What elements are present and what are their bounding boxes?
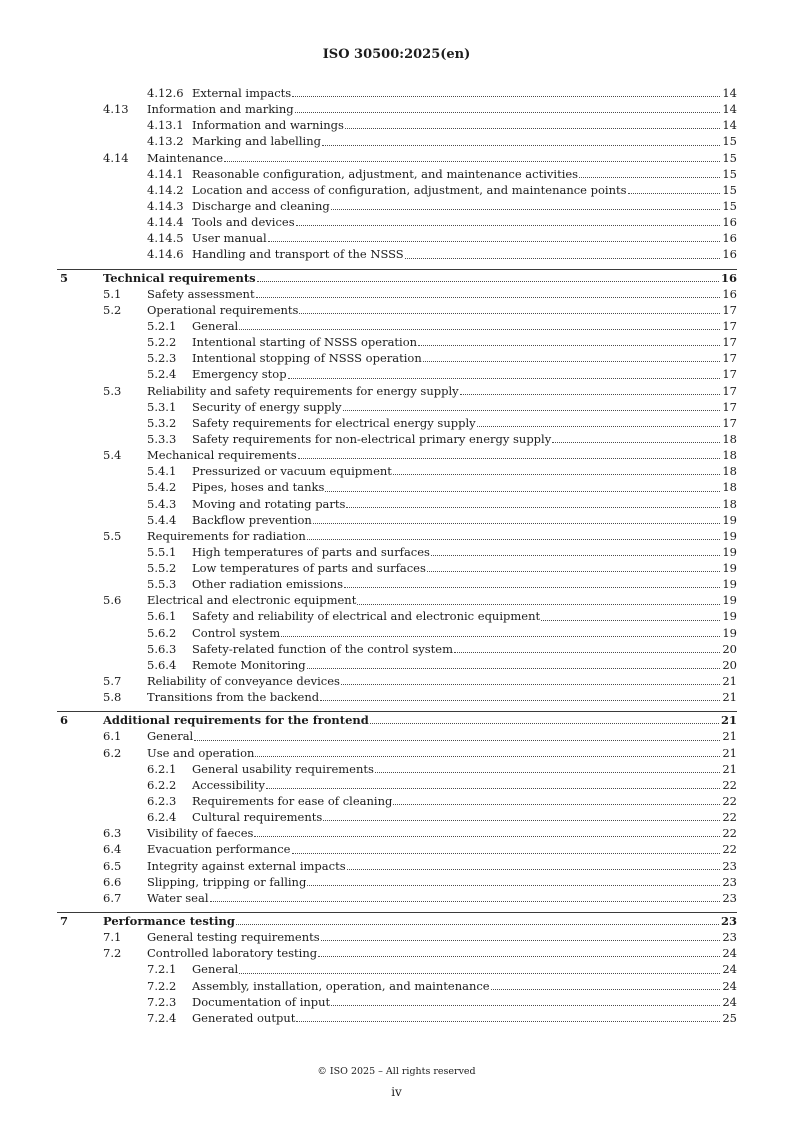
- toc-entry[interactable]: [57, 809, 737, 825]
- toc-entry-title: Operational requirements: [147, 302, 299, 317]
- toc-entry-title: General: [192, 318, 239, 333]
- toc-chapter-entry[interactable]: [57, 711, 737, 728]
- toc-entry-number: 5.6: [103, 593, 122, 608]
- dot-leader: [431, 555, 720, 556]
- toc-entry-number: 4.14.3: [147, 198, 184, 213]
- dot-leader: [292, 853, 721, 854]
- toc-entry-title: Technical requirements: [103, 270, 256, 285]
- toc-entry-number: 5.4.1: [147, 464, 177, 479]
- toc-entry-number: 5.2.1: [147, 318, 177, 333]
- dot-leader: [628, 193, 721, 194]
- toc-chapter-entry[interactable]: [57, 912, 737, 929]
- toc-chapter-entry[interactable]: [57, 269, 737, 286]
- toc-entry-number: 4.13.1: [147, 118, 184, 133]
- toc-entry-page: 14: [722, 118, 737, 133]
- toc-entry-page: 16: [720, 270, 737, 285]
- toc-entry-page: 19: [722, 544, 737, 559]
- toc-entry-title: General usability requirements: [192, 761, 374, 776]
- toc-entry-number: 5.4.4: [147, 512, 177, 527]
- toc-entry-title: Information and warnings: [192, 118, 344, 133]
- toc-entry-title: Safety and reliability of electrical and electronic equipment: [192, 609, 541, 624]
- dot-leader: [210, 901, 721, 902]
- toc-entry-number: 5.3: [103, 383, 122, 398]
- toc-entry[interactable]: [57, 246, 737, 262]
- dot-leader: [418, 345, 720, 346]
- toc-entry[interactable]: [57, 841, 737, 857]
- toc-entry-page: 16: [722, 215, 737, 230]
- toc-entry[interactable]: [57, 230, 737, 246]
- dot-leader: [393, 804, 720, 805]
- toc-entry-page: 21: [722, 745, 737, 760]
- toc-entry[interactable]: [57, 994, 737, 1010]
- toc-entry-number: 6.5: [103, 858, 122, 873]
- toc-entry-page: 24: [722, 994, 737, 1009]
- dot-leader: [393, 474, 720, 475]
- toc-entry[interactable]: [57, 858, 737, 874]
- dot-leader: [344, 587, 720, 588]
- toc-entry-number: 5.2.2: [147, 335, 177, 350]
- toc-entry[interactable]: [57, 133, 737, 149]
- toc-entry-number: 7.2: [103, 946, 122, 961]
- toc-entry-title: General: [192, 962, 239, 977]
- dot-leader: [322, 145, 720, 146]
- toc-entry-page: 22: [722, 777, 737, 792]
- toc-entry-page: 24: [722, 946, 737, 961]
- toc-entry-page: 18: [722, 431, 737, 446]
- toc-entry[interactable]: [57, 198, 737, 214]
- toc-entry-number: 7: [60, 914, 69, 929]
- toc-entry[interactable]: [57, 592, 737, 608]
- toc-entry-page: 17: [722, 335, 737, 350]
- toc-entry[interactable]: [57, 463, 737, 479]
- toc-entry-number: 5.3.1: [147, 399, 177, 414]
- dot-leader: [323, 820, 720, 821]
- toc-entry[interactable]: [57, 929, 737, 945]
- toc-entry-page: 21: [722, 690, 737, 705]
- toc-entry-number: 5.8: [103, 690, 122, 705]
- toc-entry-title: Cultural requirements: [192, 810, 323, 825]
- toc-entry-page: 24: [722, 962, 737, 977]
- toc-entry[interactable]: [57, 978, 737, 994]
- toc-entry-page: 17: [722, 351, 737, 366]
- dot-leader: [552, 442, 720, 443]
- page-number: iv: [391, 1085, 402, 1099]
- dot-leader: [423, 361, 721, 362]
- dot-leader: [299, 313, 720, 314]
- toc-entry-title: Pipes, hoses and tanks: [192, 480, 325, 495]
- toc-entry-page: 15: [722, 134, 737, 149]
- toc-entry-title: Mechanical requirements: [147, 448, 297, 463]
- toc-entry-title: Requirements for radiation: [147, 528, 306, 543]
- toc-entry-title: Slipping, tripping or falling: [147, 874, 307, 889]
- dot-leader: [268, 241, 721, 242]
- toc-entry[interactable]: [57, 657, 737, 673]
- toc-entry[interactable]: [57, 641, 737, 657]
- toc-entry[interactable]: [57, 101, 737, 117]
- toc-entry-title: Maintenance: [147, 150, 224, 165]
- toc-entry-title: Pressurized or vacuum equipment: [192, 464, 392, 479]
- toc-entry-title: User manual: [192, 231, 267, 246]
- toc-entry-title: Discharge and cleaning: [192, 198, 330, 213]
- dot-leader: [343, 410, 721, 411]
- toc-entry-page: 23: [720, 914, 737, 929]
- toc-entry-title: Reasonable configuration, adjustment, and maintenance activities: [192, 166, 579, 181]
- toc-entry-page: 16: [722, 231, 737, 246]
- dot-leader: [307, 539, 721, 540]
- toc-entry-title: Other radiation emissions: [192, 577, 344, 592]
- toc-entry[interactable]: [57, 576, 737, 592]
- toc-entry-page: 17: [722, 383, 737, 398]
- toc-entry-page: 19: [722, 609, 737, 624]
- toc-entry-number: 7.2.3: [147, 994, 177, 1009]
- toc-entry[interactable]: [57, 560, 737, 576]
- dot-leader: [331, 1005, 720, 1006]
- toc-entry-number: 7.2.4: [147, 1010, 177, 1025]
- dot-leader: [341, 684, 720, 685]
- toc-entry-title: Visibility of faeces: [147, 826, 254, 841]
- toc-entry[interactable]: [57, 761, 737, 777]
- toc-entry[interactable]: [57, 286, 737, 302]
- toc-entry[interactable]: [57, 689, 737, 705]
- dot-leader: [427, 571, 720, 572]
- toc-entry[interactable]: [57, 85, 737, 101]
- toc-entry-page: 23: [722, 930, 737, 945]
- toc-entry-title: Low temperatures of parts and surfaces: [192, 561, 426, 576]
- toc-entry-page: 21: [722, 729, 737, 744]
- toc-entry-number: 5.2.3: [147, 351, 177, 366]
- toc-entry-number: 5.2.4: [147, 367, 177, 382]
- toc-entry-title: General: [147, 729, 194, 744]
- toc-entry-title: Security of energy supply: [192, 399, 342, 414]
- toc-entry-page: 22: [722, 794, 737, 809]
- dot-leader: [325, 491, 720, 492]
- toc-entry[interactable]: [57, 673, 737, 689]
- dot-leader: [318, 956, 720, 957]
- document-header-title: ISO 30500:2025(en): [322, 47, 471, 62]
- toc-entry[interactable]: [57, 431, 737, 447]
- dot-leader: [307, 668, 721, 669]
- toc-entry-number: 7.1: [103, 930, 122, 945]
- toc-entry[interactable]: [57, 334, 737, 350]
- toc-entry-title: Evacuation performance: [147, 842, 291, 857]
- toc-entry-page: 21: [720, 713, 737, 728]
- toc-entry-title: Moving and rotating parts: [192, 496, 346, 511]
- toc-entry-number: 4.13: [103, 102, 129, 117]
- toc-entry-title: Integrity against external impacts: [147, 858, 346, 873]
- toc-entry-number: 4.14.4: [147, 215, 184, 230]
- toc-entry-number: 6.4: [103, 842, 122, 857]
- toc-entry-number: 5.7: [103, 674, 122, 689]
- toc-entry-title: Documentation of input: [192, 994, 331, 1009]
- dot-leader: [405, 258, 721, 259]
- toc-entry-page: 17: [722, 415, 737, 430]
- dot-leader: [331, 209, 721, 210]
- toc-entry-title: Controlled laboratory testing: [147, 946, 318, 961]
- toc-entry-title: Tools and devices: [192, 215, 295, 230]
- toc-entry[interactable]: [57, 625, 737, 641]
- dot-leader: [346, 507, 720, 508]
- toc-entry-title: Generated output: [192, 1010, 296, 1025]
- toc-entry[interactable]: [57, 166, 737, 182]
- toc-entry[interactable]: [57, 609, 737, 625]
- toc-entry[interactable]: [57, 399, 737, 415]
- toc-entry-page: 22: [722, 842, 737, 857]
- dot-leader: [292, 96, 720, 97]
- toc-entry-number: 5.3.3: [147, 431, 177, 446]
- dot-leader: [256, 297, 721, 298]
- toc-entry-page: 23: [722, 890, 737, 905]
- toc-entry-page: 15: [722, 198, 737, 213]
- toc-entry-page: 15: [722, 182, 737, 197]
- toc-entry-number: 5.6.4: [147, 657, 177, 672]
- dot-leader: [296, 225, 721, 226]
- toc-entry-page: 23: [722, 858, 737, 873]
- dot-leader: [307, 885, 720, 886]
- toc-entry[interactable]: [57, 945, 737, 961]
- toc-entry-title: Marking and labelling: [192, 134, 321, 149]
- toc-entry-page: 16: [722, 286, 737, 301]
- toc-entry-page: 14: [722, 85, 737, 100]
- toc-entry-page: 24: [722, 978, 737, 993]
- toc-entry-number: 5.6.1: [147, 609, 177, 624]
- toc-entry-title: Requirements for ease of cleaning: [192, 794, 393, 809]
- toc-entry[interactable]: [57, 1010, 737, 1026]
- toc-entry-page: 19: [722, 593, 737, 608]
- dot-leader: [320, 700, 720, 701]
- dot-leader: [254, 836, 720, 837]
- toc-entry-number: 4.14.6: [147, 247, 184, 262]
- toc-entry[interactable]: [57, 890, 737, 906]
- dot-leader: [579, 177, 720, 178]
- toc-entry[interactable]: [57, 415, 737, 431]
- toc-entry[interactable]: [57, 366, 737, 382]
- toc-entry-title: Accessibility: [192, 777, 265, 792]
- toc-entry-page: 17: [722, 302, 737, 317]
- toc-entry-title: Use and operation: [147, 745, 255, 760]
- dot-leader: [281, 636, 720, 637]
- toc-entry[interactable]: [57, 961, 737, 977]
- dot-leader: [296, 1021, 720, 1022]
- toc-entry-number: 5.5.2: [147, 561, 177, 576]
- toc-entry-title: General testing requirements: [147, 930, 320, 945]
- toc-entry[interactable]: [57, 447, 737, 463]
- dot-leader: [194, 740, 720, 741]
- toc-entry-title: Performance testing: [103, 914, 235, 929]
- toc-entry-page: 23: [722, 874, 737, 889]
- toc-entry-page: 19: [722, 625, 737, 640]
- toc-entry-number: 4.14.2: [147, 182, 184, 197]
- toc-entry-page: 18: [722, 464, 737, 479]
- dot-leader: [224, 161, 720, 162]
- toc-entry[interactable]: [57, 793, 737, 809]
- toc-entry-number: 5.5: [103, 528, 122, 543]
- toc-entry-page: 21: [722, 674, 737, 689]
- toc-entry-title: Electrical and electronic equipment: [147, 593, 357, 608]
- dot-leader: [357, 604, 720, 605]
- toc-entry-title: Safety-related function of the control system: [192, 641, 453, 656]
- toc-entry-number: 5.4.3: [147, 496, 177, 511]
- toc-entry-title: Assembly, installation, operation, and maintenance: [192, 978, 490, 993]
- toc-entry-page: 15: [722, 150, 737, 165]
- toc-entry-title: Safety requirements for non-electrical primary energy supply: [192, 431, 552, 446]
- toc-entry-page: 20: [722, 641, 737, 656]
- toc-entry-number: 5.4: [103, 448, 122, 463]
- dot-leader: [347, 869, 721, 870]
- toc-entry-number: 5.1: [103, 286, 122, 301]
- dot-leader: [239, 973, 720, 974]
- dot-leader: [298, 458, 721, 459]
- dot-leader: [491, 989, 721, 990]
- toc-entry[interactable]: [57, 728, 737, 744]
- dot-leader: [345, 128, 720, 129]
- toc-entry-page: 25: [722, 1010, 737, 1025]
- toc-entry-number: 5.2: [103, 302, 122, 317]
- dot-leader: [541, 620, 720, 621]
- toc-entry-number: 5.4.2: [147, 480, 177, 495]
- toc-entry-number: 7.2.1: [147, 962, 177, 977]
- dot-leader: [321, 940, 721, 941]
- toc-entry-page: 16: [722, 247, 737, 262]
- toc-entry-number: 6.2.4: [147, 810, 177, 825]
- toc-entry-page: 17: [722, 367, 737, 382]
- toc-entry-page: 15: [722, 166, 737, 181]
- toc-entry-page: 22: [722, 826, 737, 841]
- toc-entry[interactable]: [57, 214, 737, 230]
- toc-entry[interactable]: [57, 117, 737, 133]
- toc-entry[interactable]: [57, 479, 737, 495]
- toc-entry-title: Information and marking: [147, 102, 294, 117]
- dot-leader: [257, 281, 719, 282]
- toc-entry-page: 21: [722, 761, 737, 776]
- dot-leader: [477, 426, 721, 427]
- dot-leader: [313, 523, 721, 524]
- toc-entry[interactable]: [57, 383, 737, 399]
- toc-entry-page: 17: [722, 318, 737, 333]
- toc-entry-number: 5.5.3: [147, 577, 177, 592]
- toc-entry-title: External impacts: [192, 85, 292, 100]
- toc-entry[interactable]: [57, 512, 737, 528]
- toc-entry[interactable]: [57, 777, 737, 793]
- toc-entry-title: Emergency stop: [192, 367, 287, 382]
- toc-entry-page: 19: [722, 577, 737, 592]
- toc-entry-number: 4.13.2: [147, 134, 184, 149]
- toc-entry-number: 6.7: [103, 890, 122, 905]
- toc-entry-page: 14: [722, 102, 737, 117]
- toc-entry-title: Safety assessment: [147, 286, 255, 301]
- toc-entry[interactable]: [57, 302, 737, 318]
- toc-entry[interactable]: [57, 150, 737, 166]
- dot-leader: [266, 788, 720, 789]
- toc-entry-number: 6.2.2: [147, 777, 177, 792]
- toc-entry-title: High temperatures of parts and surfaces: [192, 544, 430, 559]
- toc-entry-title: Control system: [192, 625, 281, 640]
- toc-entry-number: 6.6: [103, 874, 122, 889]
- toc-entry-number: 5.5.1: [147, 544, 177, 559]
- dot-leader: [460, 394, 721, 395]
- toc-entry[interactable]: [57, 350, 737, 366]
- toc-entry-number: 6: [60, 713, 69, 728]
- toc-entry-title: Transitions from the backend: [147, 690, 320, 705]
- toc-entry-number: 4.14.1: [147, 166, 184, 181]
- toc-entry-title: Water seal: [147, 890, 209, 905]
- toc-entry-number: 6.3: [103, 826, 122, 841]
- dot-leader: [236, 924, 719, 925]
- toc-entry-number: 5: [60, 270, 69, 285]
- toc-entry-number: 4.12.6: [147, 85, 184, 100]
- toc-entry-page: 18: [722, 448, 737, 463]
- toc-entry[interactable]: [57, 318, 737, 334]
- toc-entry-page: 19: [722, 528, 737, 543]
- dot-leader: [239, 329, 720, 330]
- toc-entry[interactable]: [57, 182, 737, 198]
- toc-entry[interactable]: [57, 874, 737, 890]
- toc-entry-number: 6.1: [103, 729, 122, 744]
- toc-entry-number: 5.6.2: [147, 625, 177, 640]
- toc-entry[interactable]: [57, 544, 737, 560]
- toc-entry-number: 5.3.2: [147, 415, 177, 430]
- toc-entry-title: Intentional stopping of NSSS operation: [192, 351, 422, 366]
- toc-entry-number: 7.2.2: [147, 978, 177, 993]
- toc-entry-title: Reliability and safety requirements for energy supply: [147, 383, 459, 398]
- toc-entry-page: 20: [722, 657, 737, 672]
- toc-entry-title: Location and access of configuration, adjustment, and maintenance points: [192, 182, 627, 197]
- toc-entry[interactable]: [57, 528, 737, 544]
- toc-entry-number: 4.14.5: [147, 231, 184, 246]
- dot-leader: [255, 756, 720, 757]
- toc-entry-number: 6.2.1: [147, 761, 177, 776]
- table-of-contents: [57, 85, 737, 1026]
- toc-entry-title: Remote Monitoring: [192, 657, 306, 672]
- toc-entry[interactable]: [57, 825, 737, 841]
- toc-entry-page: 19: [722, 512, 737, 527]
- dot-leader: [295, 112, 721, 113]
- toc-entry-title: Backflow prevention: [192, 512, 312, 527]
- toc-entry-page: 19: [722, 561, 737, 576]
- dot-leader: [288, 378, 721, 379]
- toc-entry-title: Safety requirements for electrical energy supply: [192, 415, 476, 430]
- dot-leader: [375, 772, 720, 773]
- toc-entry-number: 5.6.3: [147, 641, 177, 656]
- toc-entry-number: 4.14: [103, 150, 129, 165]
- dot-leader: [370, 723, 719, 724]
- toc-entry-title: Handling and transport of the NSSS: [192, 247, 404, 262]
- toc-entry[interactable]: [57, 745, 737, 761]
- toc-entry-title: Reliability of conveyance devices: [147, 674, 340, 689]
- toc-entry-page: 18: [722, 496, 737, 511]
- toc-entry-page: 18: [722, 480, 737, 495]
- toc-entry-page: 17: [722, 399, 737, 414]
- toc-entry-title: Intentional starting of NSSS operation: [192, 335, 418, 350]
- copyright-notice: © ISO 2025 – All rights reserved: [317, 1066, 476, 1077]
- toc-entry-number: 6.2: [103, 745, 122, 760]
- toc-entry-title: Additional requirements for the frontend: [103, 713, 369, 728]
- toc-entry-number: 6.2.3: [147, 794, 177, 809]
- toc-entry-page: 22: [722, 810, 737, 825]
- dot-leader: [454, 652, 720, 653]
- toc-entry[interactable]: [57, 496, 737, 512]
